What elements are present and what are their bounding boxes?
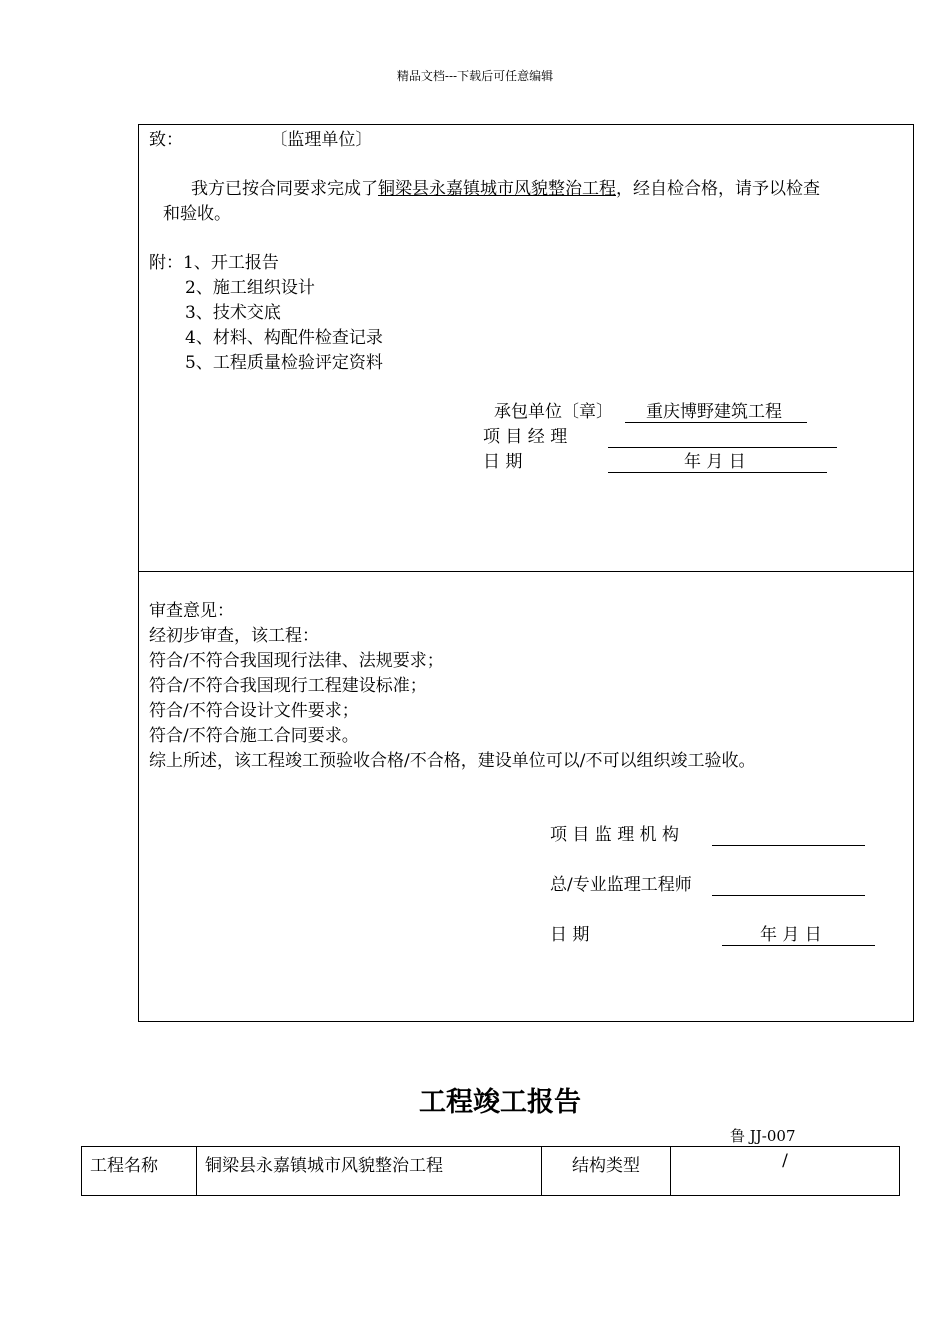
review-line: 符合/不符合我国现行工程建设标准； [149, 676, 427, 696]
body-line-2: 和验收。 [163, 204, 231, 224]
body-prefix: 我方已按合同要求完成了 [191, 179, 378, 199]
to-unit: 〔监理单位〕 [270, 130, 373, 150]
structure-type-label: 结构类型 [542, 1147, 671, 1196]
application-date-value: 年 月 日 [684, 452, 746, 472]
review-line: 符合/不符合我国现行法律、法规要求； [149, 651, 444, 671]
manager-underline [608, 447, 837, 448]
supervision-org-label: 项 目 监 理 机 构 [550, 825, 680, 845]
engineer-label: 总/专业监理工程师 [550, 875, 692, 895]
review-line: 符合/不符合设计文件要求； [149, 701, 359, 721]
project-name: 铜梁县永嘉镇城市风貌整治工程 [378, 179, 616, 199]
application-date-underline [608, 472, 827, 473]
attachment-item-1: 附：1、开工报告 [149, 253, 279, 273]
application-date-label: 日 期 [483, 452, 523, 472]
review-date-label: 日 期 [550, 925, 590, 945]
review-conclusion: 综上所述，该工程竣工预验收合格/不合格，建设单位可以/不可以组织竣工验收。 [149, 751, 756, 771]
application-box [138, 124, 914, 572]
body-suffix: ，经自检合格，请予以检查 [616, 179, 820, 199]
engineer-underline [712, 895, 865, 896]
project-name-value: 铜梁县永嘉镇城市风貌整治工程 [197, 1147, 542, 1196]
table-row [82, 1147, 900, 1196]
review-date-value: 年 月 日 [760, 925, 822, 945]
contractor-value: 重庆博野建筑工程 [646, 402, 782, 422]
to-label: 致： [149, 130, 183, 150]
addressee-row [149, 128, 372, 153]
watermark-header: 精品文档---下载后可任意编辑 [396, 69, 554, 83]
attachment-item-2: 2、施工组织设计 [185, 278, 315, 298]
supervision-org-underline [712, 845, 865, 846]
contractor-underline [625, 422, 807, 423]
review-box [138, 571, 914, 1022]
body-line-1 [191, 177, 820, 202]
attachment-item-5: 5、工程质量检验评定资料 [185, 353, 383, 373]
review-line: 符合/不符合施工合同要求。 [149, 726, 359, 746]
contractor-label: 承包单位〔章〕 [494, 402, 613, 422]
attachment-item-3: 3、技术交底 [185, 303, 281, 323]
structure-type-value: / [671, 1147, 900, 1196]
report-code: 鲁 JJ-007 [730, 1127, 796, 1145]
attachment-item-4: 4、材料、构配件检查记录 [185, 328, 383, 348]
review-date-underline [722, 945, 875, 946]
review-line: 经初步审查，该工程： [149, 626, 319, 646]
report-title: 工程竣工报告 [419, 1087, 581, 1118]
review-heading: 审查意见： [149, 601, 234, 621]
project-name-label: 工程名称 [82, 1147, 197, 1196]
project-info-table [81, 1146, 900, 1196]
manager-label: 项 目 经 理 [483, 427, 568, 447]
